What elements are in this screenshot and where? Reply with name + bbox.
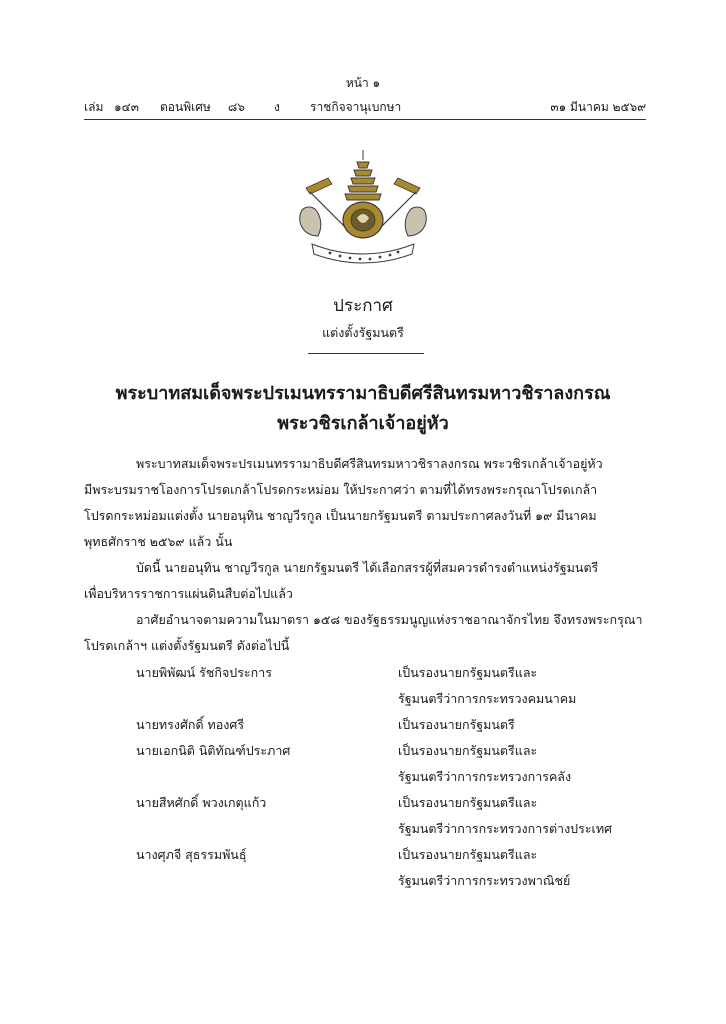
body-line: พระบาทสมเด็จพระปรเมนทรรามาธิบดีศรีสินทรมหาวชิราลงกรณ พระวชิรเกล้าเจ้าอยู่หัว bbox=[136, 456, 603, 471]
appointee-position: เป็นรองนายกรัฐมนตรี bbox=[398, 717, 515, 732]
body-line: บัดนี้ นายอนุทิน ชาญวีรกูล นายกรัฐมนตรี ได้เลือกสรรผู้ที่สมควรดำรงตำแหน่งรัฐมนตรี bbox=[136, 560, 599, 575]
body-line: อาศัยอำนาจตามความในมาตรา ๑๕๘ ของรัฐธรรมนูญแห่งราชอาณาจักรไทย จึงทรงพระกรุณา bbox=[136, 612, 643, 627]
document-subtitle: แต่งตั้งรัฐมนตรี bbox=[322, 325, 404, 340]
page-number: หน้า ๑ bbox=[345, 76, 381, 90]
appointee-name: นายเอกนิติ นิติทัณฑ์ประภาศ bbox=[136, 743, 291, 758]
appointee-name: นายทรงศักดิ์ ทองศรี bbox=[136, 717, 245, 732]
section-number: ๘๖ bbox=[228, 100, 245, 114]
body-line: เพื่อบริหารราชการแผ่นดินสืบต่อไปแล้ว bbox=[84, 586, 293, 601]
body-line: พุทธศักราช ๒๕๖๙ แล้ว นั้น bbox=[84, 534, 233, 549]
gazette-name: ราชกิจจานุเบกษา bbox=[310, 100, 402, 114]
body-line: โปรดเกล้าฯ แต่งตั้งรัฐมนตรี ดังต่อไปนี้ bbox=[84, 638, 290, 653]
document-title: ประกาศ bbox=[333, 296, 393, 316]
appointee-position: รัฐมนตรีว่าการกระทรวงคมนาคม bbox=[398, 691, 577, 706]
royal-title-line-2: พระวชิรเกล้าเจ้าอยู่หัว bbox=[277, 413, 449, 434]
body-line: โปรดกระหม่อมแต่งตั้ง นายอนุทิน ชาญวีรกูล เป็นนายกรัฐมนตรี ตามประกาศลงวันที่ ๑๙ มีนาคม bbox=[84, 508, 597, 523]
section-label: ตอนพิเศษ bbox=[160, 100, 211, 114]
appointee-name: นายพิพัฒน์ รัชกิจประการ bbox=[136, 665, 272, 680]
section-letter: ง bbox=[274, 100, 280, 114]
appointee-position: เป็นรองนายกรัฐมนตรีและ bbox=[398, 665, 538, 680]
body-line: มีพระบรมราชโองการโปรดเกล้าโปรดกระหม่อม ให้ประกาศว่า ตามที่ได้ทรงพระกรุณาโปรดเกล้า bbox=[84, 482, 598, 497]
publication-date: ๓๑ มีนาคม ๒๕๖๙ bbox=[550, 100, 646, 114]
appointee-name: นางศุภจี สุธรรมพันธุ์ bbox=[136, 847, 247, 862]
appointee-position: เป็นรองนายกรัฐมนตรีและ bbox=[398, 743, 538, 758]
appointee-position: เป็นรองนายกรัฐมนตรีและ bbox=[398, 795, 538, 810]
appointee-position: เป็นรองนายกรัฐมนตรีและ bbox=[398, 847, 538, 862]
title-divider bbox=[308, 353, 424, 354]
appointee-position: รัฐมนตรีว่าการกระทรวงพาณิชย์ bbox=[398, 873, 571, 888]
header-divider bbox=[84, 119, 646, 120]
appointee-position: รัฐมนตรีว่าการกระทรวงการต่างประเทศ bbox=[398, 821, 612, 836]
royal-cypher-emblem-icon bbox=[288, 148, 438, 266]
appointee-name: นายสีหศักดิ์ พวงเกตุแก้ว bbox=[136, 795, 267, 810]
appointee-position: รัฐมนตรีว่าการกระทรวงการคลัง bbox=[398, 769, 572, 784]
volume-label: เล่ม bbox=[84, 100, 104, 114]
royal-title-line-1: พระบาทสมเด็จพระปรเมนทรรามาธิบดีศรีสินทรมหาวชิราลงกรณ bbox=[115, 383, 611, 404]
volume-number: ๑๔๓ bbox=[114, 100, 139, 114]
